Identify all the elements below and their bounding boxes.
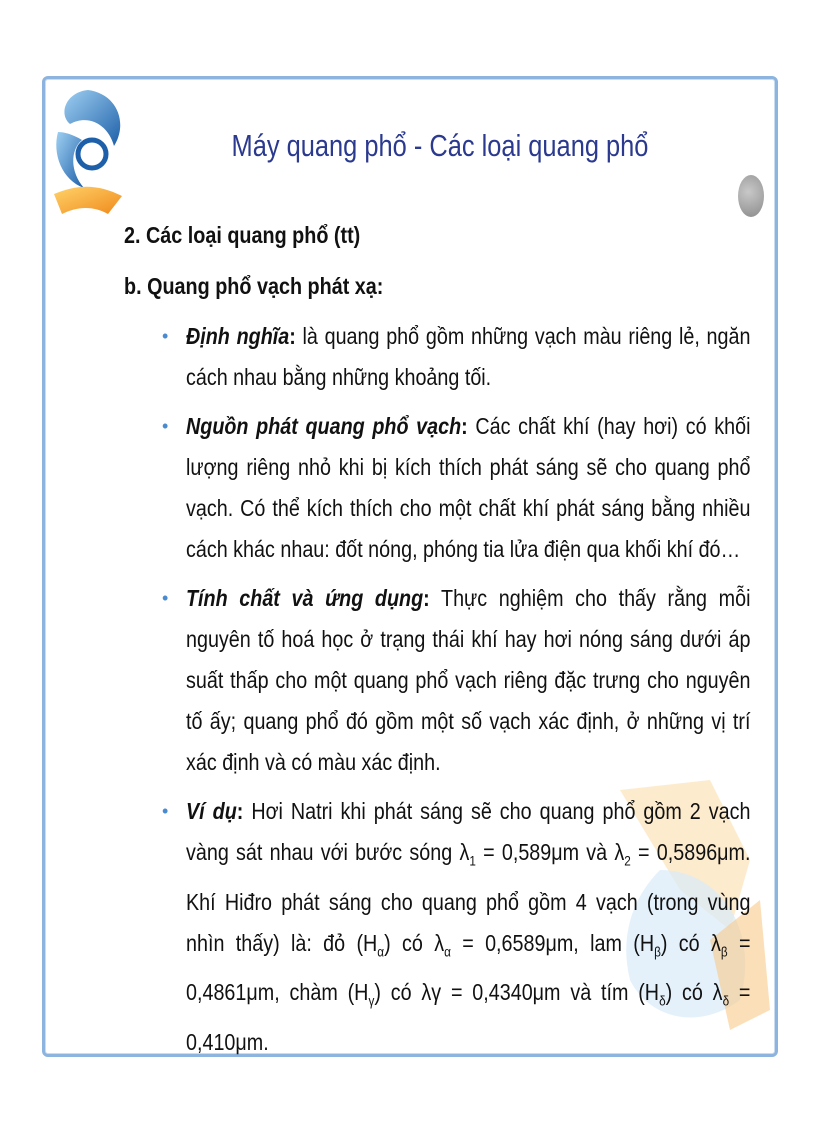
- term-properties: Tính chất và ứng dụng: [186, 585, 424, 611]
- list-item: • Ví dụ: Hơi Natri khi phát sáng sẽ cho quang phổ gồm 2 vạch vàng sát nhau với bước sóng $\lambda_1 = 0,589\mu m$ và $\lambda_2 = 0,5896\mu m$. Khí Hiđro phát sáng cho quang phổ gồm 4 vạch (trong vùng nhìn thấy) là: đỏ $(H_\alpha)$ có $\lambda_\alpha = 0,6589\mu m$, lam $(H_\beta)$ có $\lambda_\beta = 0,4861\mu m$, chàm $(H_\gamma)$ có λγ = 0,4340μm và tím $(H_\delta)$ có $\lambda_\delta = 0,410\mu m$.: [162, 791, 742, 1063]
- list-item: • Tính chất và ứng dụng: Thực nghiệm cho thấy rằng mỗi nguyên tố hoá học ở trạng thái khí hay hơi nóng sáng dưới áp suất thấp cho một quang phổ vạch riêng đặc trưng cho nguyên tố ấy; quang phổ đó gồm một số vạch xác định, ở những vị trí xác định và có màu xác định.: [162, 578, 742, 783]
- decorative-circle: [738, 175, 764, 217]
- term-source: Nguồn phát quang phổ vạch: [186, 413, 462, 439]
- bullet-icon: •: [162, 588, 169, 608]
- section-heading: 2. Các loại quang phổ (tt): [124, 222, 361, 248]
- bullet-icon: •: [162, 416, 169, 436]
- bullet-list: [162, 316, 751, 1071]
- term-example: Ví dụ: [186, 798, 237, 824]
- logo-icon: [48, 84, 128, 219]
- list-item: • Định nghĩa: là quang phổ gồm những vạch màu riêng lẻ, ngăn cách nhau bằng những khoảng tối.: [162, 316, 742, 398]
- bullet-icon: •: [162, 326, 169, 346]
- list-item: • Nguồn phát quang phổ vạch: Các chất khí (hay hơi) có khối lượng riêng nhỏ khi bị kích thích phát sáng sẽ cho quang phổ vạch. Có thể kích thích cho một chất khí phát sáng bằng nhiều cách khác nhau: đốt nóng, phóng tia lửa điện qua khối khí đó…: [162, 406, 742, 570]
- sub-heading: b. Quang phổ vạch phát xạ:: [124, 273, 384, 299]
- slide-title: Máy quang phổ - Các loại quang phổ: [231, 128, 649, 163]
- bullet-icon: •: [162, 801, 169, 821]
- term-definition: Định nghĩa: [186, 323, 290, 349]
